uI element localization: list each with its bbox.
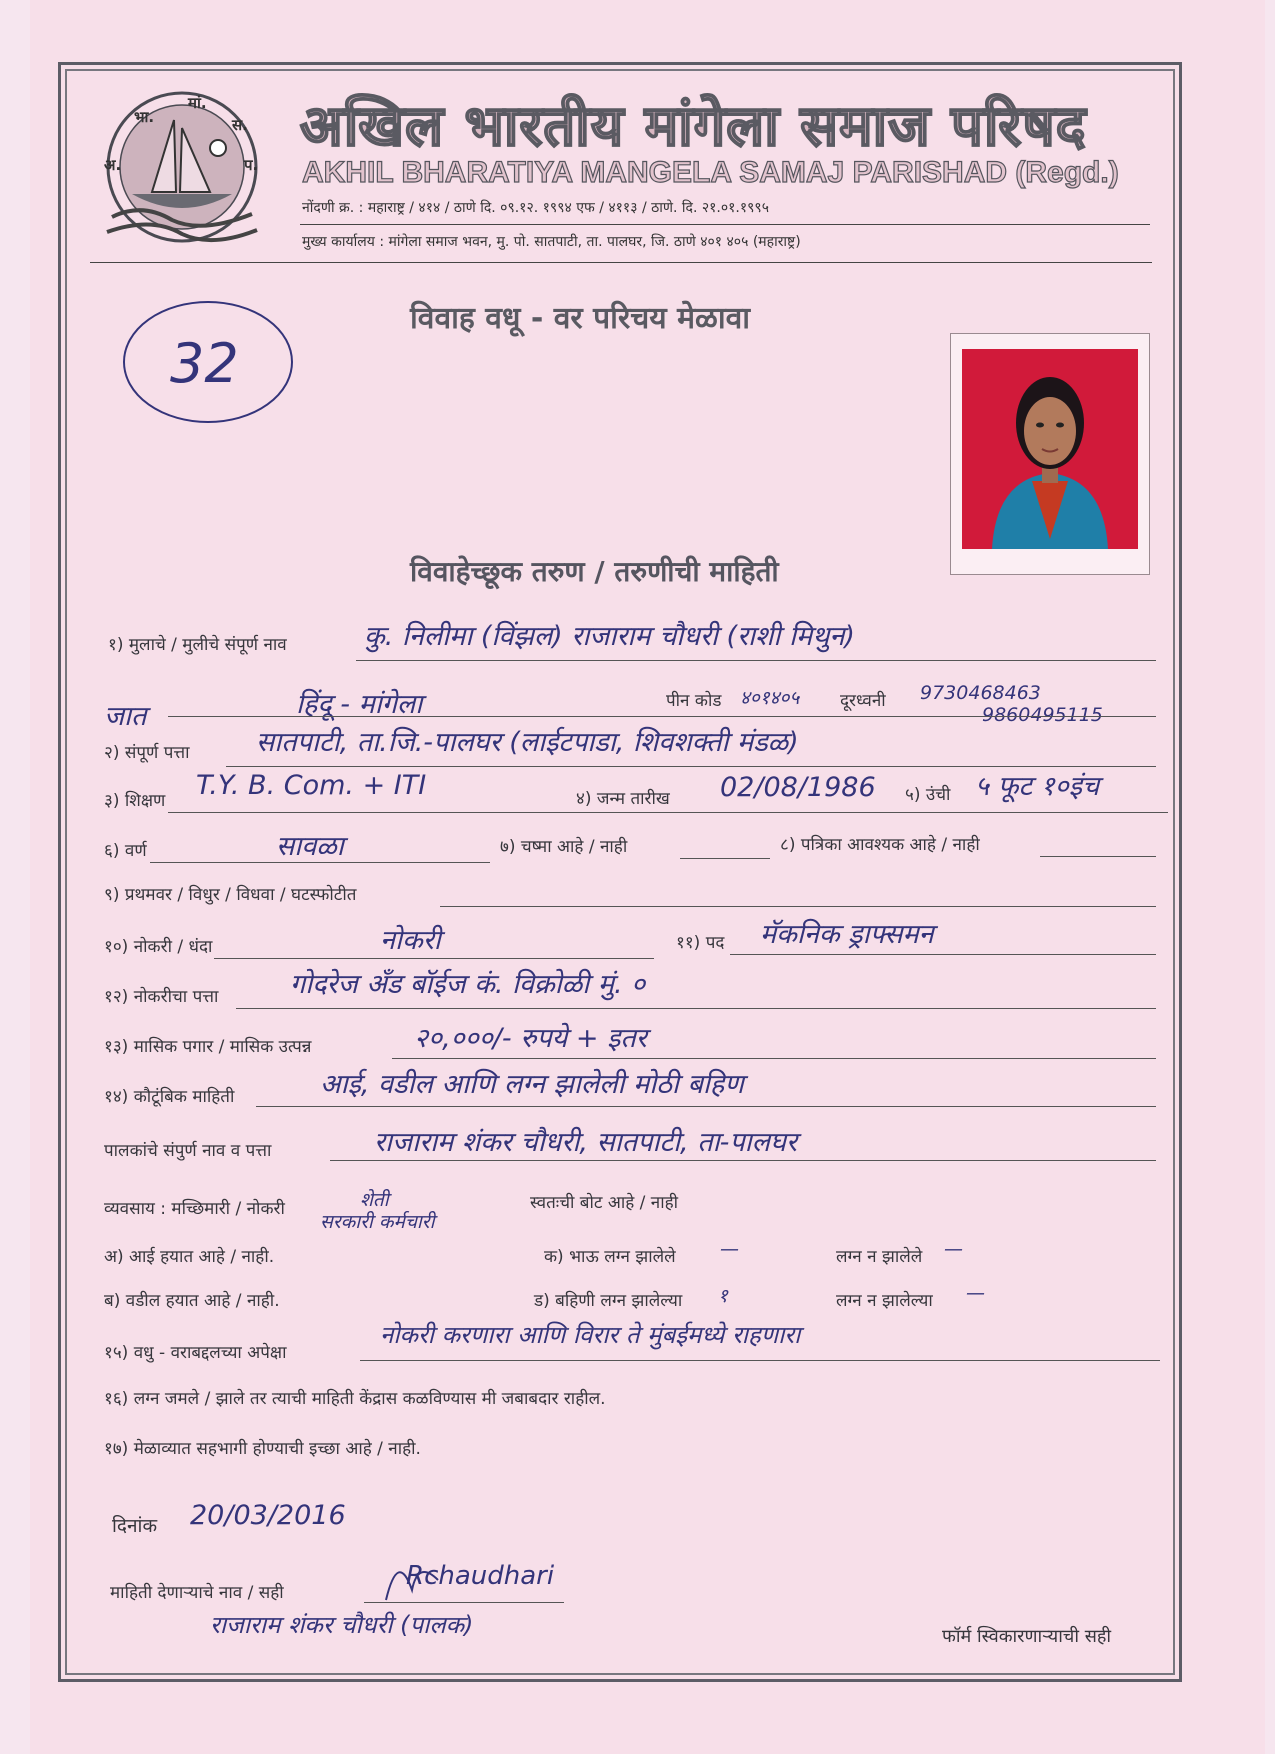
education-label: ३) शिक्षण (104, 791, 166, 811)
brother-unmarried-value: — (944, 1238, 963, 1260)
field-underline (392, 1058, 1156, 1059)
post-label: ११) पद (676, 933, 725, 953)
sister-unmarried-label: लग्न न झालेल्या (836, 1291, 933, 1311)
complexion-value: सावळा (276, 831, 344, 862)
education-value: T.Y. B. Com. + ITI (196, 770, 427, 801)
salary-label: १३) मासिक पगार / मासिक उत्पन्न (104, 1037, 312, 1057)
dob-value: 02/08/1986 (720, 772, 876, 803)
family-value: आई, वडील आणि लग्न झालेली मोठी बहिण (320, 1069, 744, 1100)
caste-value: हिंदू - मांगेला (296, 689, 423, 720)
height-value: ५ फूट १०इंच (975, 771, 1100, 802)
header-divider (300, 224, 1150, 225)
job-value: नोकरी (380, 925, 441, 956)
job-label: १०) नोकरी / धंदा (104, 937, 213, 957)
mother-label: अ) आई हयात आहे / नाही. (104, 1247, 275, 1267)
form-number: 32 (170, 332, 239, 395)
field-underline (150, 862, 490, 863)
logo-letter: भा. (134, 108, 155, 126)
applicant-photo (962, 349, 1138, 549)
registration-number: नोंदणी क्र. : महाराष्ट्र / ४१४ / ठाणे दि. ०९.१२. १९९४ एफ / ४११३ / ठाणे. दि. २१.०१.१९९५ (302, 200, 769, 216)
parent-value: राजाराम शंकर चौधरी, सातपाटी, ता-पालघर (374, 1127, 797, 1158)
field-underline (360, 1360, 1160, 1361)
melava-title: विवाह वधू - वर परिचय मेळावा (410, 301, 751, 336)
specs-label: ७) चष्मा आहे / नाही (500, 837, 628, 857)
photo-frame (950, 333, 1150, 575)
header-divider (90, 262, 1152, 263)
occupation-value: सरकारी कर्मचारी (320, 1211, 435, 1233)
expectation-value: नोकरी करणारा आणि विरार ते मुंबईमध्ये राहणारा (380, 1321, 801, 1349)
declaration-17: १७) मेळाव्यात सहभागी होण्याची इच्छा आहे / नाही. (104, 1439, 421, 1459)
phone-value: 9860495115 (982, 704, 1103, 726)
job-address-label: १२) नोकरीचा पत्ता (104, 987, 219, 1007)
field-underline (330, 1160, 1156, 1161)
expectation-label: १५) वधु - वराबद्दलच्या अपेक्षा (104, 1343, 287, 1363)
ship-emblem-logo (92, 82, 272, 252)
height-label: ५) उंची (905, 785, 951, 805)
field-underline (236, 1008, 1156, 1009)
field-underline (1040, 856, 1156, 857)
boat-label: स्वतःची बोट आहे / नाही (530, 1193, 679, 1213)
occupation-label: व्यवसाय : मच्छिमारी / नोकरी (104, 1199, 285, 1219)
date-value: 20/03/2016 (190, 1500, 346, 1531)
phone-label: दूरध्वनी (840, 691, 886, 711)
field-underline (168, 716, 1156, 717)
field-underline (256, 1106, 1156, 1107)
org-name-english: AKHIL BHARATIYA MANGELA SAMAJ PARISHAD (Regd.) (302, 156, 1119, 189)
declaration-16: १६) लग्न जमले / झाले तर त्याची माहिती केंद्रास कळविण्यास मी जबाबदार राहील. (104, 1389, 606, 1409)
complexion-label: ६) वर्ण (104, 841, 147, 861)
family-label: १४) कौटूंबिक माहिती (104, 1087, 235, 1107)
svg-text:Rchaudhari: Rchaudhari (406, 1561, 555, 1591)
field-underline (214, 958, 654, 959)
marital-status-label: ९) प्रथमवर / विधुर / विधवा / घटस्फोटीत (104, 885, 357, 905)
field-underline (440, 906, 1156, 907)
date-label: दिनांक (112, 1515, 158, 1537)
brother-label: क) भाऊ लग्न झालेले (544, 1247, 676, 1267)
pincode-label: पीन कोड (666, 691, 722, 711)
informant-label: माहिती देणाऱ्याचे नाव / सही (110, 1583, 284, 1603)
dob-label: ४) जन्म तारीख (576, 789, 670, 809)
field-underline (730, 954, 1156, 955)
parent-label: पालकांचे संपुर्ण नाव व पत्ता (104, 1141, 272, 1161)
signature-underline (364, 1602, 564, 1603)
address-value: सातपाटी, ता.जि.-पालघर (लाईटपाडा, शिवशक्ती मंडळ) (256, 727, 799, 758)
informant-value: राजाराम शंकर चौधरी (पालक) (210, 1611, 474, 1639)
logo-letter: प. (244, 156, 259, 174)
caste-label: जात (104, 701, 147, 732)
section-title: विवाहेच्छूक तरुण / तरुणीची माहिती (410, 555, 779, 588)
address-label: २) संपूर्ण पत्ता (104, 743, 190, 763)
informant-signature (378, 1540, 558, 1610)
father-label: ब) वडील हयात आहे / नाही. (104, 1291, 280, 1311)
field-underline (680, 858, 770, 859)
occupation-value: शेती (360, 1189, 389, 1211)
logo-letter: मां. (188, 94, 207, 112)
form-number-circle (118, 296, 298, 428)
phone-value: 9730468463 (920, 682, 1041, 704)
job-address-value: गोदरेज अँड बॉईज कं. विक्रोळी मुं. ० (290, 969, 646, 1000)
office-address: मुख्य कार्यालय : मांगेला समाज भवन, मु. पो. सातपाटी, ता. पालघर, जि. ठाणे ४०१ ४०५ (महाराष्ट्र) (302, 234, 801, 250)
receiver-signature-label: फॉर्म स्विकारणाऱ्याची सही (942, 1626, 1112, 1647)
logo-letter: स. (232, 116, 248, 134)
name-value: कु. निलीमा (विंझल) राजाराम चौधरी (राशी मिथुन) (364, 621, 855, 652)
name-label: १) मुलाचे / मुलीचे संपूर्ण नाव (108, 635, 287, 655)
field-underline (356, 660, 1156, 661)
post-value: मॅकनिक ड्राफ्समन (760, 919, 934, 950)
salary-value: २०,०००/- रुपये + इतर (414, 1023, 647, 1054)
sister-married-value: १ (718, 1285, 728, 1307)
brother-unmarried-label: लग्न न झालेले (836, 1247, 923, 1267)
brother-married-value: — (720, 1238, 739, 1260)
sister-label: ड) बहिणी लग्न झालेल्या (534, 1291, 683, 1311)
field-underline (168, 812, 1168, 813)
pincode-value: ४०१४०५ (740, 687, 800, 709)
horoscope-label: ८) पत्रिका आवश्यक आहे / नाही (780, 835, 980, 855)
logo-letter: अ. (104, 156, 122, 174)
org-name-hindi: अखिल भारतीय मांगेला समाज परिषद (300, 93, 1087, 159)
sister-unmarried-value: — (966, 1282, 985, 1304)
